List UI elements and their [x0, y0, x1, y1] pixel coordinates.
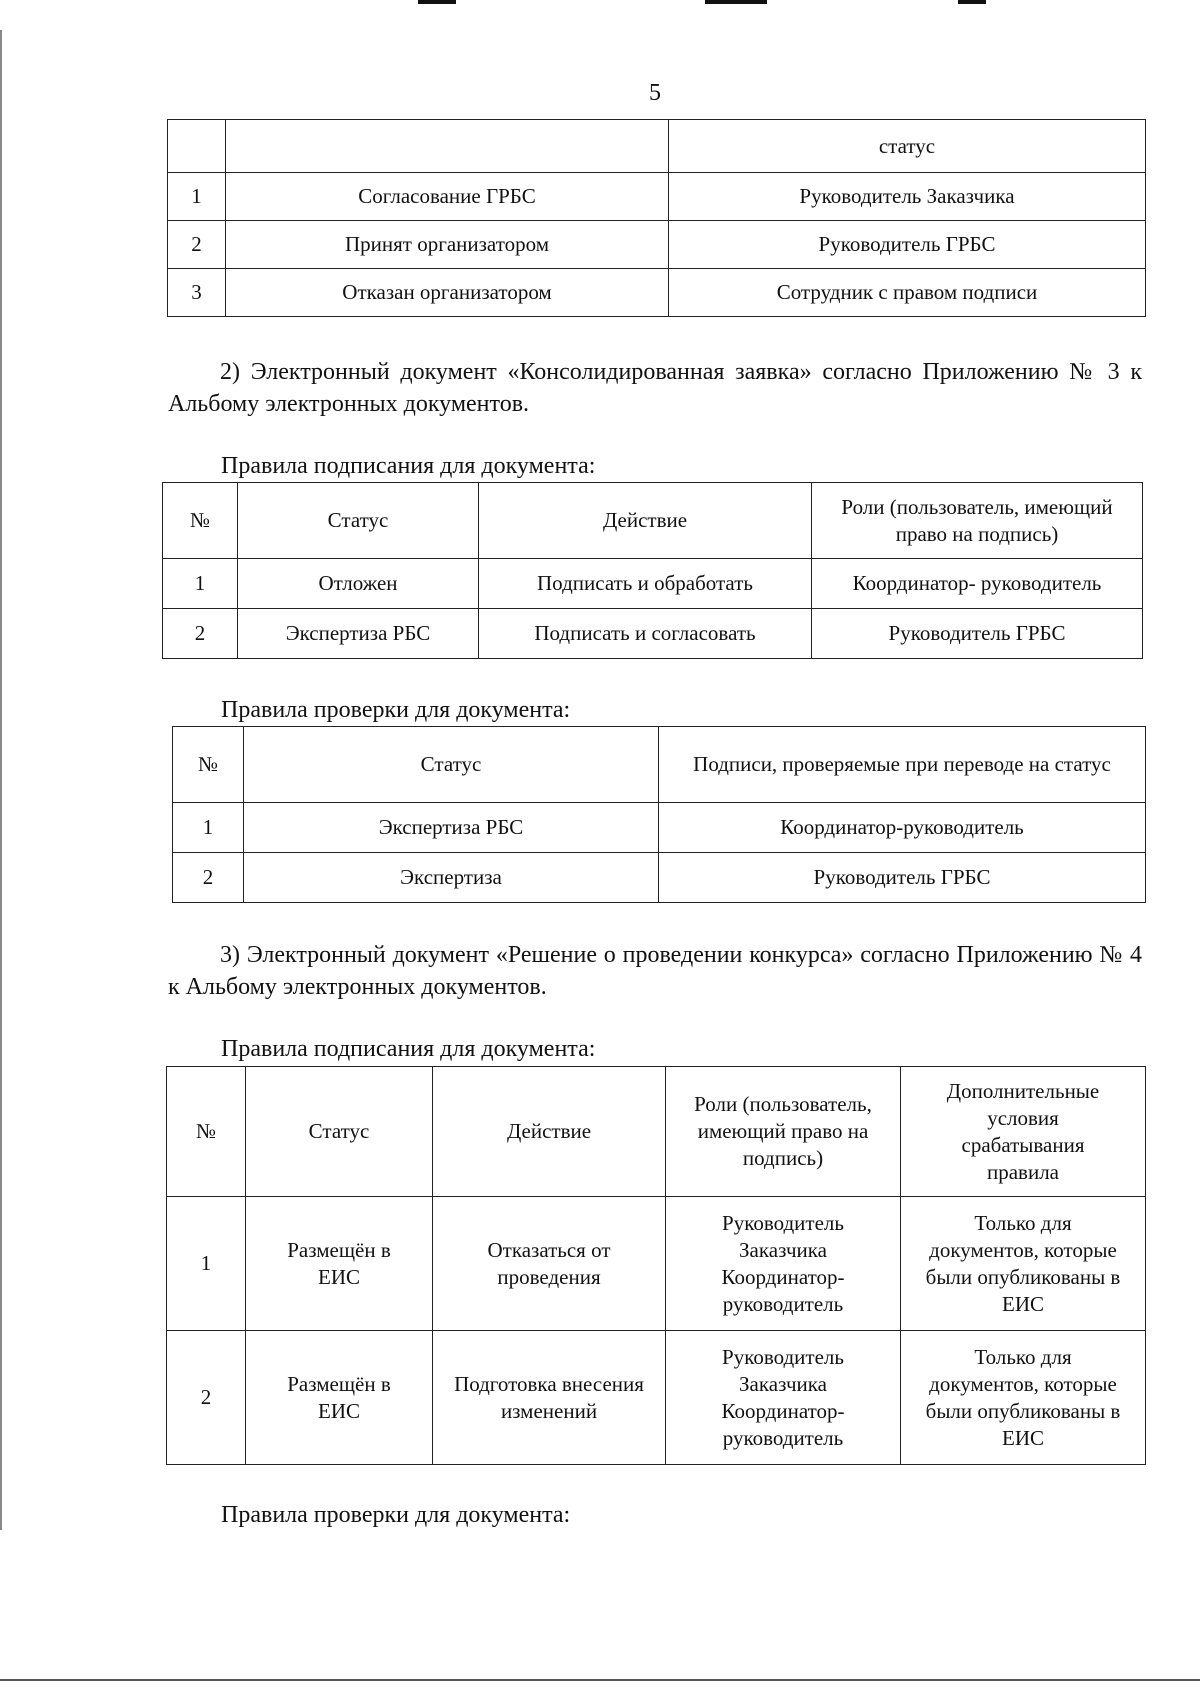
- table-header-cell: Статус: [238, 483, 479, 559]
- scan-line-bottom: [0, 1679, 1200, 1681]
- table-cell-status: Экспертиза РБС: [238, 609, 479, 659]
- scan-mark-top-1: [418, 0, 456, 4]
- table-cell-action: Подготовка внесения изменений: [433, 1331, 666, 1465]
- table-header-cell: статус: [669, 120, 1146, 173]
- table-cell-role: Координатор- руководитель: [812, 559, 1143, 609]
- table-cell-signatures: Координатор-руководитель: [659, 803, 1146, 853]
- table-cell-number: 1: [168, 173, 226, 221]
- scan-mark-top-2: [705, 0, 767, 4]
- table-header-cell: №: [167, 1067, 246, 1197]
- table-row: [163, 559, 1143, 609]
- table-header-cell: Действие: [433, 1067, 666, 1197]
- table-cell-condition: Только для документов, которые были опубликованы в ЕИС: [901, 1331, 1146, 1465]
- table-cell-status: Согласование ГРБС: [226, 173, 669, 221]
- table-cell-status: Отложен: [238, 559, 479, 609]
- table-row: [167, 1197, 1146, 1331]
- table-row: [167, 1331, 1146, 1465]
- scan-mark-top-3: [958, 0, 986, 4]
- table-status-continuation: [167, 119, 1146, 317]
- table-cell-action: Подписать и обработать: [479, 559, 812, 609]
- section-2-signing-caption: Правила подписания для документа:: [221, 453, 596, 479]
- table-cell-number: 1: [163, 559, 238, 609]
- section-2-signing-table: [162, 482, 1143, 659]
- table-cell-role: Сотрудник с правом подписи: [669, 269, 1146, 317]
- table-header-cell: Статус: [244, 727, 659, 803]
- section-3-signing-table: [166, 1066, 1146, 1465]
- section-2-check-caption: Правила проверки для документа:: [221, 697, 571, 723]
- table-header-row: [168, 120, 1146, 173]
- section-3-signing-caption: Правила подписания для документа:: [221, 1036, 596, 1062]
- table-cell-status: Отказан организатором: [226, 269, 669, 317]
- table-cell-number: 2: [163, 609, 238, 659]
- page-number: 5: [649, 80, 661, 106]
- table-row: [168, 221, 1146, 269]
- table-header-cell: [226, 120, 669, 173]
- table-cell-number: 1: [173, 803, 244, 853]
- table-cell-status: Экспертиза: [244, 853, 659, 903]
- table-header-cell: Подписи, проверяемые при переводе на статус: [659, 727, 1146, 803]
- table-header-row: [173, 727, 1146, 803]
- table-header-row: [163, 483, 1143, 559]
- table-header-cell: №: [173, 727, 244, 803]
- table-row: [168, 269, 1146, 317]
- table-cell-role: Руководитель ГРБС: [669, 221, 1146, 269]
- table-cell-number: 2: [168, 221, 226, 269]
- table-cell-status: Принят организатором: [226, 221, 669, 269]
- table-cell-action: Подписать и согласовать: [479, 609, 812, 659]
- table-cell-role: Руководитель ГРБС: [812, 609, 1143, 659]
- table-row: [168, 173, 1146, 221]
- table-cell-number: 2: [173, 853, 244, 903]
- table-cell-status: Экспертиза РБС: [244, 803, 659, 853]
- table-header-cell: Действие: [479, 483, 812, 559]
- table-header-row: [167, 1067, 1146, 1197]
- table-cell-role: Руководитель Заказчика: [669, 173, 1146, 221]
- table-cell-status: Размещён в ЕИС: [246, 1197, 433, 1331]
- table-header-cell: Роли (пользователь, имеющий право на подпись): [812, 483, 1143, 559]
- table-cell-number: 2: [167, 1331, 246, 1465]
- table-header-cell: Статус: [246, 1067, 433, 1197]
- table-cell-number: 1: [167, 1197, 246, 1331]
- table-header-cell: Дополнительные условия срабатывания правила: [901, 1067, 1146, 1197]
- table-header-cell: №: [163, 483, 238, 559]
- table-cell-role: Руководитель Заказчика Координатор- руководитель: [666, 1197, 901, 1331]
- section-3-paragraph: 3) Электронный документ «Решение о проведении конкурса» согласно Приложению № 4 к Альбому электронных документов.: [168, 942, 1142, 1000]
- table-row: [173, 853, 1146, 903]
- scan-mark-left-edge: [0, 30, 2, 1530]
- table-cell-status: Размещён в ЕИС: [246, 1331, 433, 1465]
- table-cell-action: Отказаться от проведения: [433, 1197, 666, 1331]
- section-2-paragraph: 2) Электронный документ «Консолидированная заявка» согласно Приложению № 3 к Альбому электронных документов.: [168, 359, 1142, 417]
- table-cell-signatures: Руководитель ГРБС: [659, 853, 1146, 903]
- table-header-cell: [168, 120, 226, 173]
- table-cell-number: 3: [168, 269, 226, 317]
- table-header-cell: Роли (пользователь, имеющий право на подпись): [666, 1067, 901, 1197]
- section-2-check-table: [172, 726, 1146, 903]
- table-row: [163, 609, 1143, 659]
- table-cell-role: Руководитель Заказчика Координатор- руководитель: [666, 1331, 901, 1465]
- table-cell-condition: Только для документов, которые были опубликованы в ЕИС: [901, 1197, 1146, 1331]
- section-3-check-caption: Правила проверки для документа:: [221, 1502, 571, 1528]
- table-row: [173, 803, 1146, 853]
